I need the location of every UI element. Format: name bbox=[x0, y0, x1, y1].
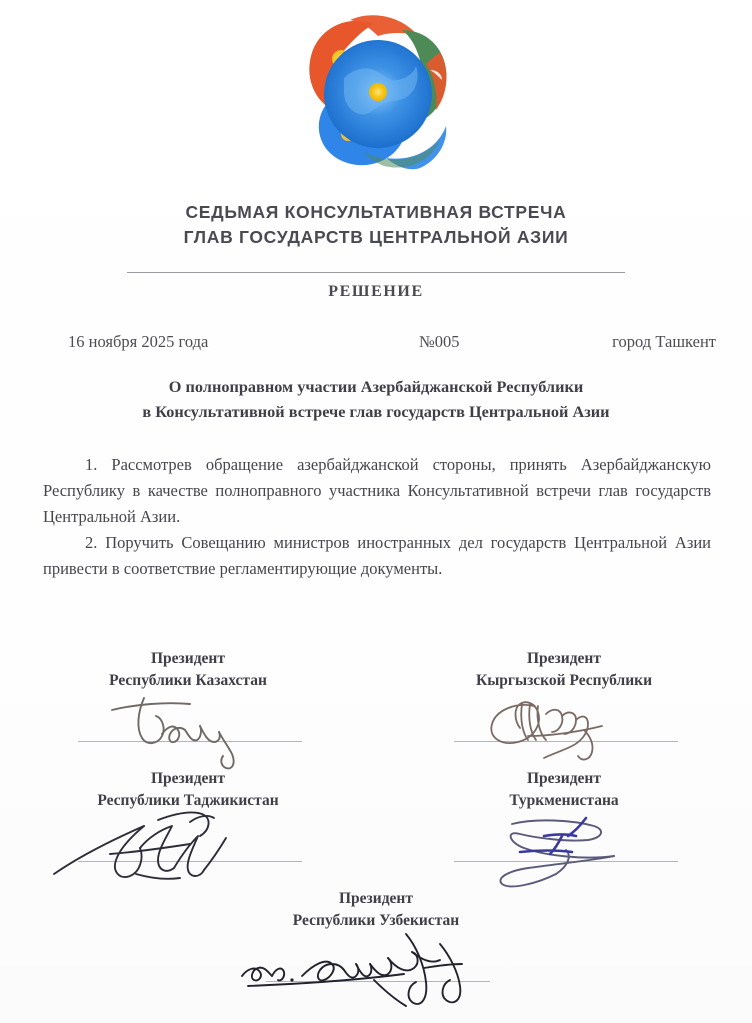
signature-mark-kazakhstan bbox=[40, 684, 340, 768]
emblem-sun-center bbox=[369, 83, 387, 101]
signature-block bbox=[0, 648, 752, 998]
signature-row-2 bbox=[0, 768, 752, 888]
signature-cell-tajikistan bbox=[0, 768, 376, 888]
document-meta-row bbox=[68, 332, 716, 352]
signature-label-kyrgyzstan bbox=[376, 648, 752, 692]
signature-title-uzbekistan: Президент bbox=[339, 890, 413, 907]
signature-title-turkmenistan: Президент bbox=[527, 770, 601, 787]
signature-label-uzbekistan bbox=[188, 888, 564, 932]
document-type-heading: РЕШЕНИЕ bbox=[328, 283, 424, 300]
signature-mark-kyrgyzstan bbox=[416, 684, 716, 768]
document-title bbox=[0, 200, 752, 250]
signature-country-kyrgyzstan: Кыргызской Республики bbox=[475, 672, 653, 689]
signature-row-3 bbox=[0, 888, 752, 998]
document-body bbox=[43, 452, 711, 582]
signature-title-tajikistan: Президент bbox=[151, 770, 225, 787]
signature-mark-tajikistan bbox=[40, 804, 340, 888]
title-divider bbox=[127, 272, 625, 273]
signature-country-uzbekistan: Республики Узбекистан bbox=[292, 912, 460, 929]
document-subject-line2: в Консультативной встрече глав государств Центральной Азии bbox=[142, 402, 610, 421]
document-subject bbox=[64, 374, 688, 424]
document-title-line1: СЕДЬМАЯ КОНСУЛЬТАТИВНАЯ ВСТРЕЧА bbox=[185, 202, 567, 222]
document-title-line2: ГЛАВ ГОСУДАРСТВ ЦЕНТРАЛЬНОЙ АЗИИ bbox=[183, 227, 569, 247]
signature-cell-kyrgyzstan bbox=[376, 648, 752, 768]
signature-label-kazakhstan bbox=[0, 648, 376, 692]
signature-country-tajikistan: Республики Таджикистан bbox=[97, 792, 279, 809]
signature-title-kyrgyzstan: Президент bbox=[527, 650, 601, 667]
signature-label-tajikistan bbox=[0, 768, 376, 812]
signature-cell-turkmenistan bbox=[376, 768, 752, 888]
signature-title-kazakhstan: Президент bbox=[151, 650, 225, 667]
central-asia-summit-emblem-icon bbox=[290, 8, 462, 176]
signature-row-1 bbox=[0, 648, 752, 768]
document-date: 16 ноября 2025 года bbox=[68, 332, 209, 351]
document-number: №005 bbox=[419, 332, 460, 351]
document-city: город Ташкент bbox=[612, 332, 716, 351]
body-paragraph-2: 2. Поручить Совещанию министров иностранных дел государств Центральной Азии привести в соответствие регламентирующие документы. bbox=[43, 533, 711, 578]
signature-label-turkmenistan bbox=[376, 768, 752, 812]
emblem-container bbox=[0, 6, 752, 178]
signature-mark-uzbekistan bbox=[228, 924, 528, 1008]
signature-country-turkmenistan: Туркменистана bbox=[509, 792, 619, 809]
document-subject-line1: О полноправном участии Азербайджанской Республики bbox=[168, 377, 584, 396]
signature-mark-turkmenistan bbox=[416, 804, 716, 888]
signature-country-kazakhstan: Республики Казахстан bbox=[109, 672, 267, 689]
signature-cell-uzbekistan bbox=[188, 888, 564, 998]
body-paragraph-1: 1. Рассмотрев обращение азербайджанской стороны, принять Азербайджанскую Республику в качестве полноправного участника Консультативной встречи глав государств Центральной Азии. bbox=[43, 455, 711, 526]
signature-cell-kazakhstan bbox=[0, 648, 376, 768]
